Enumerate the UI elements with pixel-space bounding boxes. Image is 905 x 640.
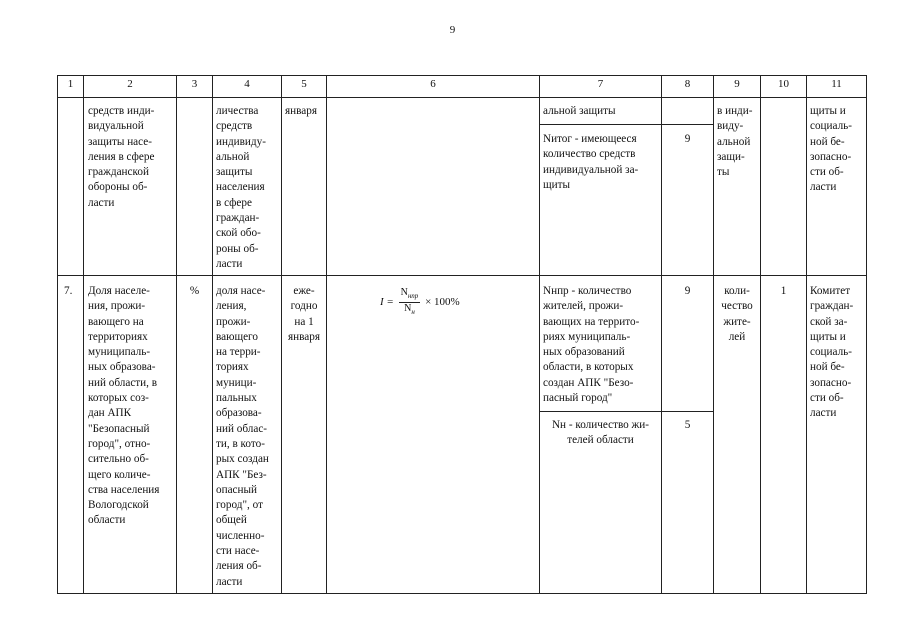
formula-denominator: $N_н$ bbox=[404, 303, 415, 316]
column-border bbox=[57, 75, 58, 594]
cont-unit: в инди- виду- альной защи- ты bbox=[717, 105, 753, 179]
page-number: 9 bbox=[449, 24, 456, 36]
cont-indicator-definition: личества средств индивиду- альной защиты населения в сфере граждан- ской обо- роны об- ласти bbox=[216, 105, 266, 270]
cont-variable-description: Nитог - имеющееся количество средств индивидуальной за- щиты bbox=[543, 133, 639, 191]
formula-fraction bbox=[399, 287, 421, 318]
cont-variable-code: 9 bbox=[684, 133, 691, 145]
formula-rhs: × 100% bbox=[425, 296, 460, 309]
column-header: 1 bbox=[67, 78, 74, 90]
column-header: 10 bbox=[778, 78, 789, 90]
table-bottom-border bbox=[57, 593, 867, 594]
column-border bbox=[212, 75, 213, 594]
column-header: 3 bbox=[191, 78, 198, 90]
measurement-unit: коли- чество жите- лей bbox=[721, 285, 753, 343]
table-top-border bbox=[57, 75, 867, 76]
cont-variable-description: альной защиты bbox=[543, 105, 616, 117]
column-border bbox=[806, 75, 807, 594]
cont-periodicity: января bbox=[285, 105, 317, 117]
variable-description: Nн - количество жи- телей области bbox=[551, 419, 650, 447]
column-header: 11 bbox=[831, 78, 842, 90]
periodicity: еже- годно на 1 января bbox=[288, 285, 320, 343]
header-bottom-border bbox=[57, 97, 867, 98]
column-header: 2 bbox=[127, 78, 133, 90]
column-header: 5 bbox=[301, 78, 307, 90]
column-border bbox=[661, 75, 662, 594]
column-border bbox=[539, 75, 540, 594]
formula-lhs: I = bbox=[380, 296, 394, 309]
column-border bbox=[83, 75, 84, 594]
responsible-body: Комитет граждан- ской за- щиты и социаль- ной бе- зопасно- сти об- ласти bbox=[810, 285, 854, 420]
cont-responsible: щиты и социаль- ной бе- зопасно- сти об- ласти bbox=[810, 105, 853, 194]
calculation-formula bbox=[380, 287, 460, 318]
column-header: 9 bbox=[734, 78, 740, 90]
formula-numerator: $N_{нпр}$ bbox=[399, 287, 421, 303]
subrow-divider bbox=[539, 124, 713, 125]
variable-code: 5 bbox=[684, 419, 691, 431]
column-header: 6 bbox=[430, 78, 436, 90]
variable-code: 9 bbox=[684, 285, 691, 297]
column-border bbox=[866, 75, 867, 594]
variable-description: Nнпр - количество жителей, прожи- вающих на террито- риях муниципаль- ных образований области, в которых создан АПК "Безо- пасный город" bbox=[543, 285, 640, 405]
row-number: 7. bbox=[64, 285, 73, 297]
subrow-divider bbox=[539, 411, 713, 412]
column-header: 8 bbox=[684, 78, 691, 90]
column-header: 4 bbox=[244, 78, 250, 90]
column-header: 7 bbox=[597, 78, 604, 90]
unit-of-measure: % bbox=[189, 285, 200, 297]
row-divider bbox=[57, 275, 867, 276]
column-border bbox=[176, 75, 177, 594]
indicator-definition: доля насе- ления, прожи- вающего на терри- ториях муници- пальных образова- ний облас- ти, в кото- рых создан АПК "Без- опасный город", от общей численно- сти насе- ления об- ласти bbox=[216, 285, 269, 588]
data-source-code: 1 bbox=[780, 285, 787, 297]
indicator-name: Доля населе- ния, прожи- вающего на территориях муниципаль- ных образова- ний области, в которых соз- дан АПК "Безопасный город", отно- сительно об- щего количе- ства населения Вологодской области bbox=[88, 285, 160, 527]
cont-indicator-name: средств инди- видуальной защиты насе- ления в сфере гражданской обороны об- ласти bbox=[88, 105, 155, 209]
